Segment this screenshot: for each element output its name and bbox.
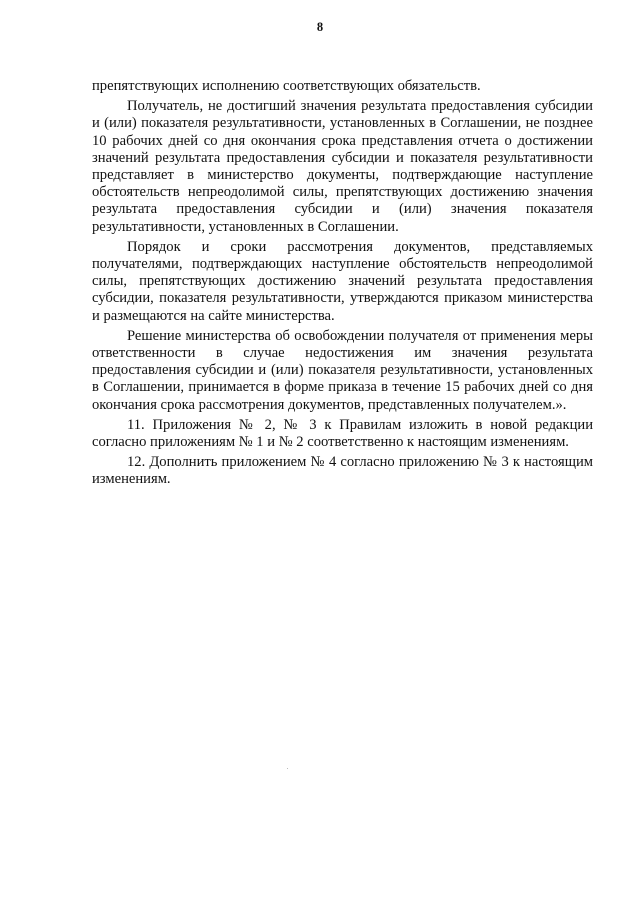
paragraph-ministry-decision: Решение министерства об освобождении получателя от применения меры ответственности в случае недостижения им значения результата предоставления субсидии и (или) показателя результативности, установленных в Соглашении, принимается в форме приказа в течение 15 рабочих дней со дня окончания срока рассмотрения документов, представленных получателем.». [92, 327, 593, 413]
paragraph-review-procedure: Порядок и сроки рассмотрения документов, представляемых получателями, подтверждающих наступление обстоятельств непреодолимой силы, препятствующих достижению значений результата предоставления субсидии, показателя результативности, утверждаются приказом министерства и размещаются на сайте министерства. [92, 238, 593, 324]
paragraph-recipient-not-achieved: Получатель, не достигший значения результата предоставления субсидии и (или) показателя результативности, установленных в Соглашении, не позднее 10 рабочих дней со дня окончания срока представления отчета о достижении значений результата предоставления субсидии и показателя результативности представляет в министерство документы, подтверждающие наступление обстоятельств непреодолимой силы, препятствующих достижению значения результата предоставления субсидии и (или) значения показателя результативности, установленных в Соглашении. [92, 98, 593, 235]
document-body [92, 78, 593, 492]
scan-speck [287, 768, 288, 769]
paragraph-continuation: препятствующих исполнению соответствующих обязательств. [92, 78, 481, 94]
paragraph-item-12: 12. Дополнить приложением № 4 согласно приложению № 3 к настоящим изменениям. [92, 454, 593, 488]
page-number: 8 [316, 20, 324, 34]
paragraph-item-11: 11. Приложения № 2, № 3 к Правилам изложить в новой редакции согласно приложениям № 1 и № 2 соответственно к настоящим изменениям. [92, 416, 593, 451]
